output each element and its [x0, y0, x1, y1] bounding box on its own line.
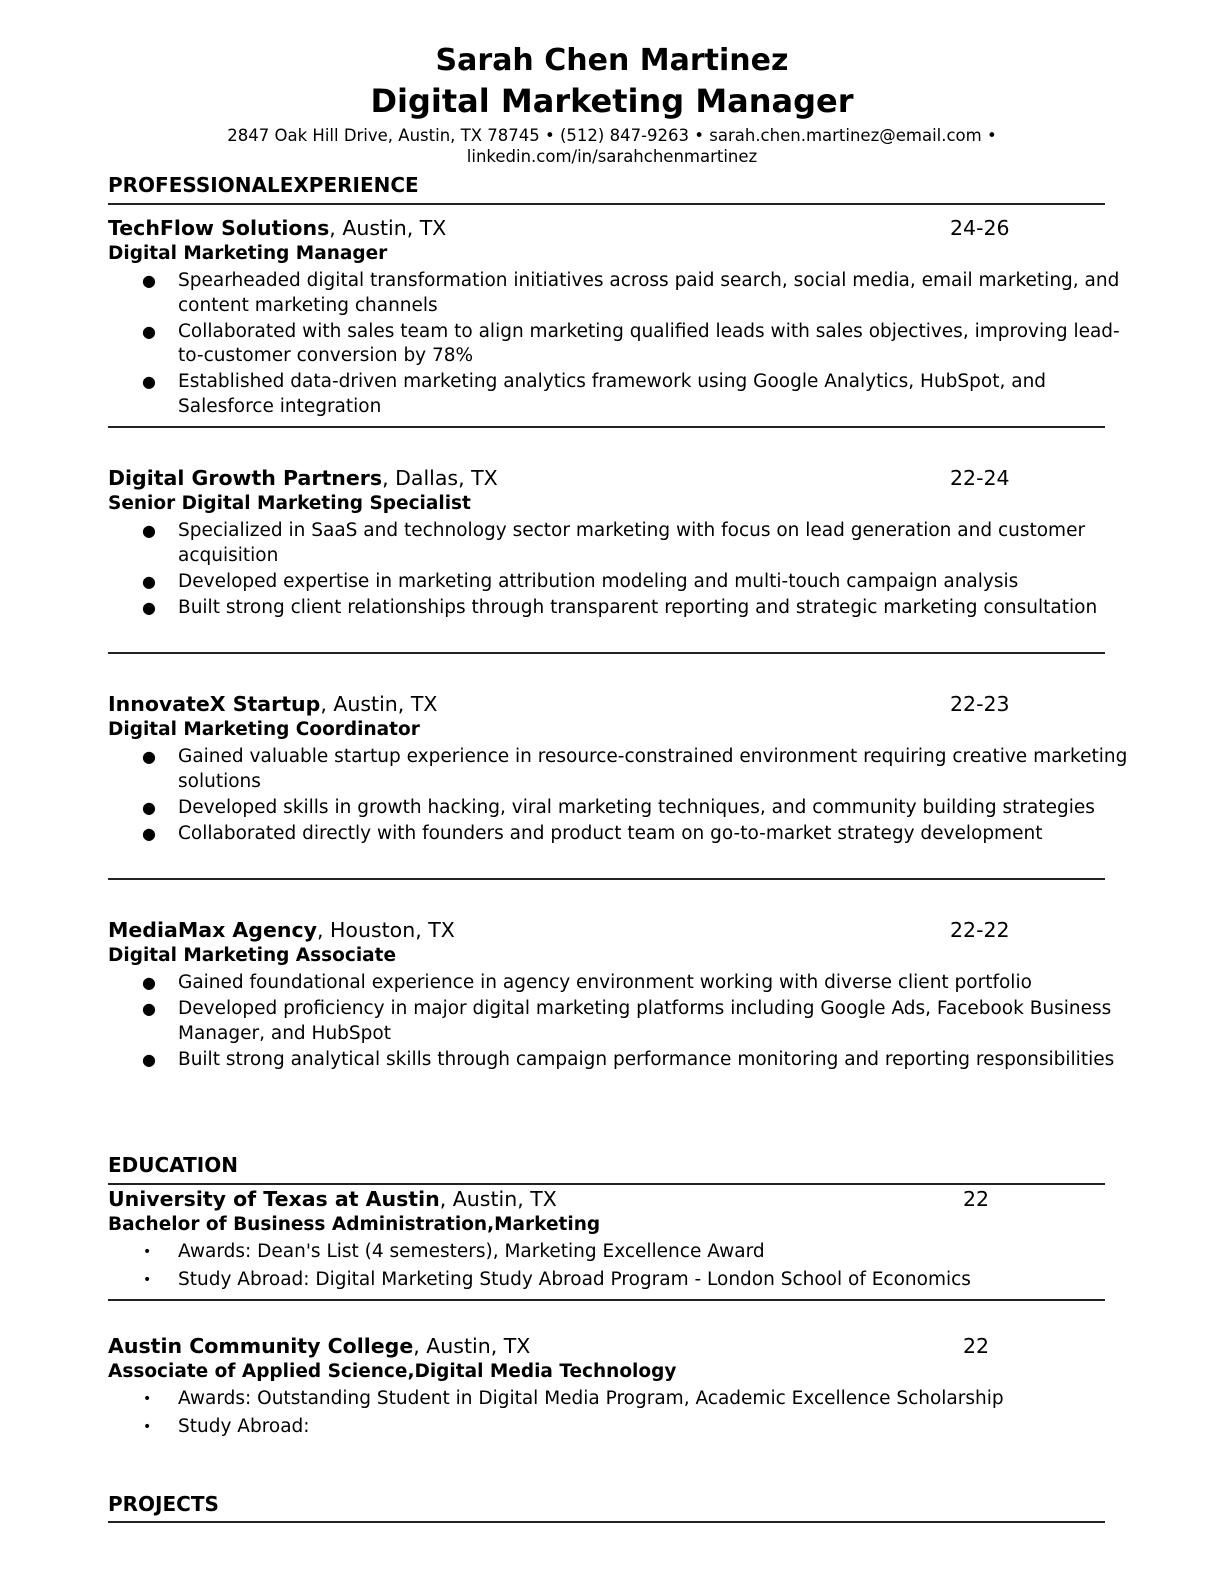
org-line: [108, 691, 1138, 717]
company-location: , Austin, TX: [320, 692, 438, 716]
bullet-text: Gained foundational experience in agency environment working with diverse client portfolio: [178, 972, 1032, 993]
bullet-icon: ●: [142, 747, 156, 766]
graduation-year: 22: [963, 1334, 990, 1358]
list-item: [108, 370, 1138, 419]
experience-entry: [108, 691, 1138, 848]
bullet-icon: ●: [142, 973, 156, 992]
bullet-text: Collaborated with sales team to align marketing qualified leads with sales objectives, improving lead-to-customer conversion by 78%: [178, 320, 1120, 366]
list-item: [108, 1268, 1138, 1293]
bullet-list: [108, 971, 1138, 1072]
experience-entry: [108, 917, 1138, 1074]
bullet-text: Collaborated directly with founders and product team on go-to-market strategy development: [178, 822, 1043, 844]
company-location: , Austin, TX: [329, 216, 447, 240]
contact-info: [0, 125, 1224, 167]
bullet-icon: ●: [142, 571, 156, 591]
employment-dates: 22-24: [950, 466, 1010, 490]
list-item: [108, 822, 1138, 847]
school-location: , Austin, TX: [413, 1334, 531, 1358]
list-item: [108, 519, 1138, 568]
bullet-text: Developed proficiency in major digital marketing platforms including Google Ads, Facebook Business Manager, and HubSpot: [178, 998, 1112, 1044]
education-entry: [108, 1186, 1138, 1295]
bullet-icon: ●: [142, 372, 156, 391]
bullet-text: Built strong analytical skills through campaign performance monitoring and reporting responsibilities: [178, 1048, 1115, 1070]
graduation-year: 22: [963, 1187, 990, 1211]
degree: Bachelor of Business Administration,Marketing: [108, 1214, 601, 1235]
company-name: Digital Growth Partners: [108, 466, 383, 490]
section-title-experience: PROFESSIONALEXPERIENCE: [108, 173, 419, 197]
contact-line: 2847 Oak Hill Drive, Austin, TX 78745 • (512) 847-9263 • sarah.chen.martinez@email.com •: [227, 126, 997, 145]
section-divider: [108, 1521, 1105, 1523]
org-line: [108, 1333, 1138, 1359]
company-name: MediaMax Agency: [108, 918, 317, 942]
bullet-list: [108, 1387, 1138, 1439]
bullet-text: Awards: Outstanding Student in Digital Media Program, Academic Excellence Scholarship: [178, 1388, 1004, 1409]
bullet-list: [108, 269, 1138, 419]
bullet-text: Built strong client relationships through transparent reporting and strategic marketing consultation: [178, 596, 1098, 618]
bullet-icon: •: [143, 1271, 152, 1288]
list-item: [108, 320, 1138, 369]
bullet-list: [108, 1240, 1138, 1292]
bullet-icon: ●: [142, 271, 156, 290]
education-entry: [108, 1333, 1138, 1442]
section-title-projects: PROJECTS: [108, 1492, 219, 1516]
company-name: InnovateX Startup: [108, 692, 321, 716]
bullet-icon: •: [143, 1244, 152, 1260]
bullet-icon: ●: [142, 521, 156, 540]
list-item: [108, 596, 1138, 621]
employment-dates: 22-22: [950, 918, 1010, 942]
list-item: [108, 1415, 1138, 1440]
org-line: [108, 1186, 1138, 1212]
employment-dates: 22-23: [950, 692, 1010, 716]
employment-dates: 24-26: [950, 216, 1010, 240]
bullet-text: Developed skills in growth hacking, viral marketing techniques, and community building strategies: [178, 796, 1095, 818]
org-line: [108, 465, 1138, 491]
bullet-text: Study Abroad: Digital Marketing Study Abroad Program - London School of Economics: [178, 1268, 971, 1290]
job-title: Digital Marketing Coordinator: [108, 719, 420, 740]
bullet-text: Gained valuable startup experience in resource-constrained environment requiring creative marketing solutions: [178, 746, 1128, 792]
bullet-icon: ●: [142, 1049, 156, 1069]
bullet-icon: •: [143, 1418, 152, 1435]
list-item: [108, 1240, 1138, 1265]
company-name: TechFlow Solutions: [108, 216, 330, 240]
entry-divider: [108, 652, 1105, 654]
company-location: , Dallas, TX: [382, 466, 498, 490]
list-item: [108, 570, 1138, 595]
company-location: , Houston, TX: [316, 918, 455, 942]
bullet-text: Spearheaded digital transformation initiatives across paid search, social media, email marketing, and content marketing channels: [178, 270, 1120, 316]
entry-divider: [108, 878, 1105, 880]
degree: Associate of Applied Science,Digital Media Technology: [108, 1361, 677, 1382]
job-title: Digital Marketing Manager: [108, 243, 388, 264]
list-item: [108, 971, 1138, 996]
list-item: [108, 796, 1138, 821]
bullet-list: [108, 745, 1138, 846]
school-name: University of Texas at Austin: [108, 1187, 440, 1211]
section-divider: [108, 1183, 1105, 1185]
section-divider: [108, 203, 1105, 205]
job-title: Senior Digital Marketing Specialist: [108, 493, 471, 514]
bullet-text: Awards: Dean's List (4 semesters), Marketing Excellence Award: [178, 1241, 765, 1262]
job-title: Digital Marketing Associate: [108, 945, 397, 966]
experience-entry: [108, 215, 1138, 421]
experience-entry: [108, 465, 1138, 622]
entry-divider: [108, 1299, 1105, 1301]
list-item: [108, 745, 1138, 794]
org-line: [108, 917, 1138, 943]
school-name: Austin Community College: [108, 1334, 414, 1358]
school-location: , Austin, TX: [439, 1187, 557, 1211]
candidate-name: Sarah Chen Martinez: [435, 43, 789, 78]
list-item: [108, 997, 1138, 1046]
org-line: [108, 215, 1138, 241]
bullet-icon: ●: [142, 999, 156, 1018]
bullet-icon: ●: [142, 597, 156, 617]
bullet-text: Established data-driven marketing analytics framework using Google Analytics, HubSpot, and Salesforce integration: [178, 371, 1047, 417]
list-item: [108, 1048, 1138, 1073]
bullet-text: Specialized in SaaS and technology sector marketing with focus on lead generation and customer acquisition: [178, 520, 1086, 566]
bullet-text: Study Abroad:: [178, 1415, 310, 1437]
bullet-list: [108, 519, 1138, 620]
entry-divider: [108, 426, 1105, 428]
bullet-text: Developed expertise in marketing attribution modeling and multi-touch campaign analysis: [178, 570, 1019, 592]
list-item: [108, 269, 1138, 318]
bullet-icon: ●: [142, 823, 156, 843]
bullet-icon: ●: [142, 321, 156, 341]
bullet-icon: •: [143, 1391, 152, 1407]
bullet-icon: ●: [142, 797, 156, 817]
section-title-education: EDUCATION: [108, 1153, 238, 1177]
list-item: [108, 1387, 1138, 1412]
linkedin-link: linkedin.com/in/sarahchenmartinez: [466, 147, 758, 166]
candidate-title: Digital Marketing Manager: [370, 82, 854, 120]
